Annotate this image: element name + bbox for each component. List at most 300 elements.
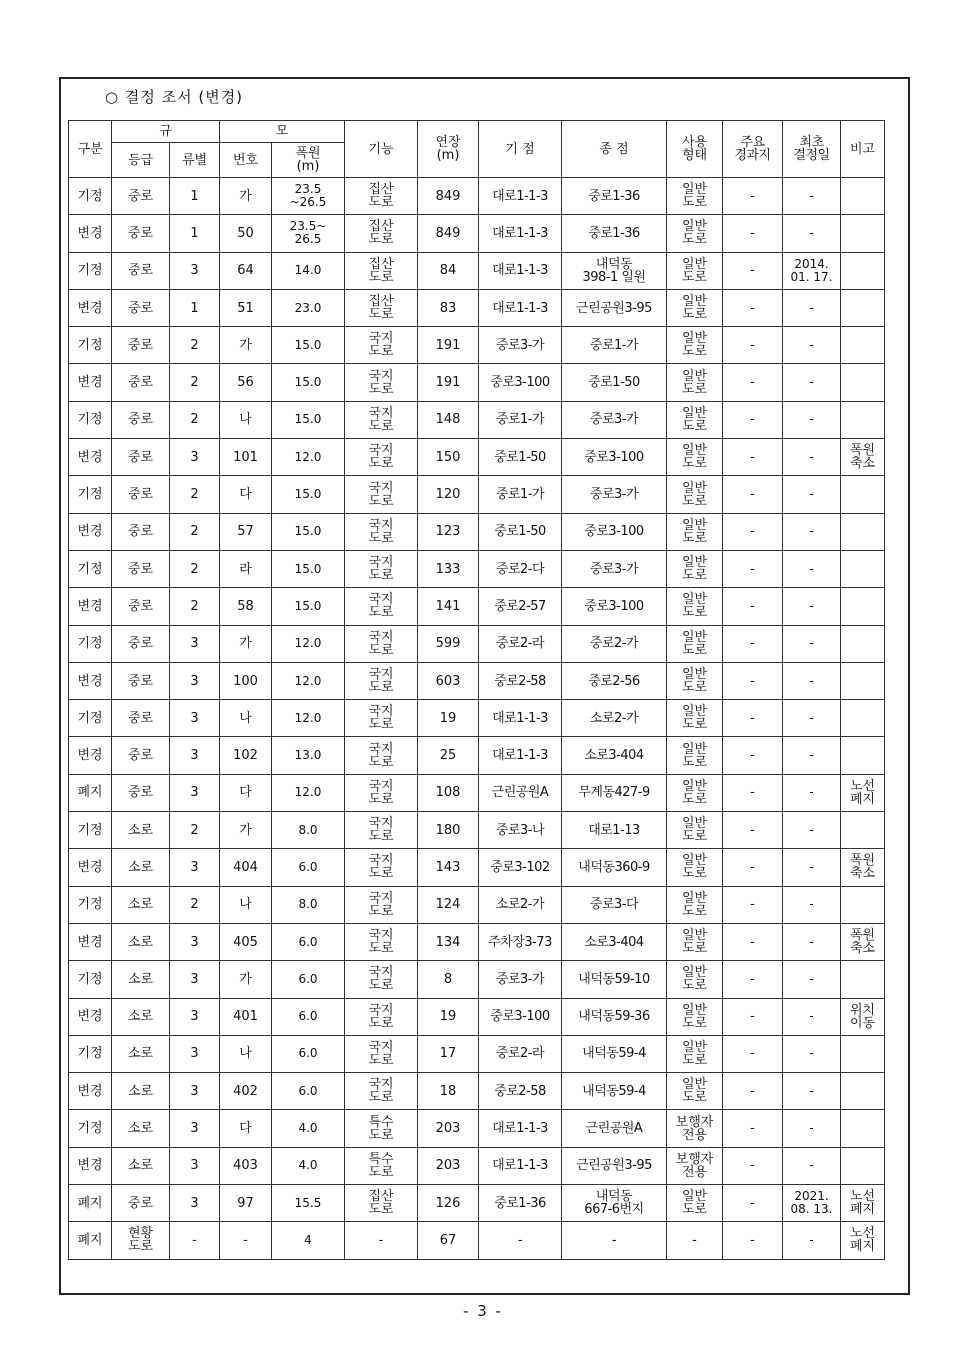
header-start: 기 점 (479, 121, 562, 178)
cell-first-decision: - (783, 812, 841, 849)
table-row (69, 849, 885, 886)
cell-type: 3 (170, 1110, 220, 1147)
cell-remark (841, 289, 885, 326)
cell-end: 내덕동 398-1 일원 (562, 252, 667, 289)
cell-width: 4 (272, 1222, 345, 1259)
cell-function: 국지 도로 (345, 998, 418, 1035)
cell-start: 중로1-50 (479, 439, 562, 476)
cell-gubun: 기정 (69, 625, 112, 662)
cell-number: 50 (220, 215, 272, 252)
cell-grade: 소로 (112, 812, 170, 849)
cell-type: 2 (170, 588, 220, 625)
cell-type: 2 (170, 476, 220, 513)
cell-width: 12.0 (272, 439, 345, 476)
cell-length: 19 (418, 700, 479, 737)
cell-type: 3 (170, 737, 220, 774)
cell-via: - (723, 625, 783, 662)
table-row (69, 1222, 885, 1259)
cell-first-decision: - (783, 439, 841, 476)
cell-function: 국지 도로 (345, 513, 418, 550)
cell-end: 내덕동59-10 (562, 961, 667, 998)
cell-length: 191 (418, 364, 479, 401)
cell-function: 국지 도로 (345, 364, 418, 401)
cell-number: 가 (220, 327, 272, 364)
cell-remark (841, 401, 885, 438)
cell-length: 203 (418, 1110, 479, 1147)
cell-usage: 일반 도로 (667, 289, 723, 326)
cell-length: 83 (418, 289, 479, 326)
cell-remark: 위치 이동 (841, 998, 885, 1035)
cell-length: 120 (418, 476, 479, 513)
cell-length: 126 (418, 1185, 479, 1222)
cell-grade: 소로 (112, 1073, 170, 1110)
table-row (69, 662, 885, 699)
cell-first-decision: - (783, 774, 841, 811)
cell-number: 다 (220, 774, 272, 811)
cell-via: - (723, 364, 783, 401)
cell-length: 599 (418, 625, 479, 662)
cell-end: 소로3-404 (562, 737, 667, 774)
cell-number: 나 (220, 886, 272, 923)
cell-usage: 일반 도로 (667, 998, 723, 1035)
table-row (69, 327, 885, 364)
table-row (69, 700, 885, 737)
cell-gubun: 변경 (69, 364, 112, 401)
cell-number: 라 (220, 550, 272, 587)
cell-type: 3 (170, 998, 220, 1035)
cell-length: 134 (418, 923, 479, 960)
cell-via: - (723, 550, 783, 587)
header-via: 주요 경과지 (723, 121, 783, 178)
cell-start: 대로1-1-3 (479, 1147, 562, 1184)
cell-number: 404 (220, 849, 272, 886)
cell-width: 14.0 (272, 252, 345, 289)
cell-end: 중로3-가 (562, 550, 667, 587)
cell-end: 중로3-100 (562, 588, 667, 625)
cell-number: 56 (220, 364, 272, 401)
header-type: 류별 (170, 143, 220, 178)
cell-start: 중로3-나 (479, 812, 562, 849)
cell-remark (841, 1035, 885, 1072)
cell-type: 2 (170, 364, 220, 401)
cell-first-decision: 2014. 01. 17. (783, 252, 841, 289)
cell-usage: 일반 도로 (667, 1035, 723, 1072)
cell-function: - (345, 1222, 418, 1259)
cell-gubun: 기정 (69, 700, 112, 737)
cell-usage: 일반 도로 (667, 215, 723, 252)
cell-end: 중로3-100 (562, 439, 667, 476)
cell-type: 3 (170, 439, 220, 476)
cell-remark: 노선 폐지 (841, 1185, 885, 1222)
cell-start: 중로2-다 (479, 550, 562, 587)
cell-grade: 중로 (112, 588, 170, 625)
cell-first-decision: - (783, 401, 841, 438)
cell-length: 67 (418, 1222, 479, 1259)
cell-gubun: 기정 (69, 327, 112, 364)
header-gubun: 구분 (69, 121, 112, 178)
cell-length: 143 (418, 849, 479, 886)
cell-first-decision: - (783, 513, 841, 550)
page-number: - 3 - (463, 1302, 503, 1320)
cell-via: - (723, 476, 783, 513)
cell-number: 405 (220, 923, 272, 960)
cell-width: 6.0 (272, 961, 345, 998)
cell-usage: 일반 도로 (667, 886, 723, 923)
cell-start: 대로1-1-3 (479, 1110, 562, 1147)
cell-first-decision: - (783, 327, 841, 364)
cell-remark (841, 1073, 885, 1110)
table-row (69, 550, 885, 587)
cell-function: 국지 도로 (345, 700, 418, 737)
cell-function: 국지 도로 (345, 662, 418, 699)
cell-function: 집산 도로 (345, 1185, 418, 1222)
cell-function: 국지 도로 (345, 401, 418, 438)
cell-grade: 중로 (112, 439, 170, 476)
cell-length: 18 (418, 1073, 479, 1110)
cell-length: 19 (418, 998, 479, 1035)
cell-number: 58 (220, 588, 272, 625)
cell-width: 15.0 (272, 513, 345, 550)
cell-first-decision: - (783, 886, 841, 923)
cell-via: - (723, 289, 783, 326)
cell-usage: 일반 도로 (667, 178, 723, 215)
cell-usage: 일반 도로 (667, 737, 723, 774)
cell-number: 403 (220, 1147, 272, 1184)
cell-via: - (723, 923, 783, 960)
cell-first-decision: - (783, 737, 841, 774)
cell-width: 8.0 (272, 886, 345, 923)
cell-start: 중로1-가 (479, 476, 562, 513)
table-row (69, 961, 885, 998)
cell-length: 150 (418, 439, 479, 476)
cell-end: 중로1-36 (562, 178, 667, 215)
cell-width: 6.0 (272, 1035, 345, 1072)
cell-end: 중로1-가 (562, 327, 667, 364)
cell-usage: 보행자 전용 (667, 1110, 723, 1147)
cell-end: 내덕동59-4 (562, 1035, 667, 1072)
cell-via: - (723, 1185, 783, 1222)
cell-end: 근린공원3-95 (562, 289, 667, 326)
cell-usage: 일반 도로 (667, 961, 723, 998)
cell-type: 3 (170, 961, 220, 998)
cell-length: 180 (418, 812, 479, 849)
cell-width: 15.0 (272, 550, 345, 587)
cell-remark (841, 364, 885, 401)
cell-function: 집산 도로 (345, 289, 418, 326)
cell-function: 국지 도로 (345, 737, 418, 774)
cell-number: 401 (220, 998, 272, 1035)
cell-first-decision: - (783, 550, 841, 587)
header-scale-1: 규 (112, 121, 220, 143)
cell-length: 603 (418, 662, 479, 699)
cell-function: 특수 도로 (345, 1110, 418, 1147)
cell-start: 대로1-1-3 (479, 178, 562, 215)
cell-gubun: 기정 (69, 252, 112, 289)
cell-via: - (723, 327, 783, 364)
cell-width: 23.5~ 26.5 (272, 215, 345, 252)
cell-length: 148 (418, 401, 479, 438)
table-row (69, 364, 885, 401)
cell-number: 다 (220, 476, 272, 513)
cell-first-decision: - (783, 588, 841, 625)
cell-via: - (723, 774, 783, 811)
cell-start: 중로1-36 (479, 1185, 562, 1222)
cell-start: 중로3-100 (479, 998, 562, 1035)
cell-grade: 중로 (112, 513, 170, 550)
cell-number: 64 (220, 252, 272, 289)
cell-usage: 일반 도로 (667, 1073, 723, 1110)
cell-gubun: 변경 (69, 737, 112, 774)
cell-type: 2 (170, 513, 220, 550)
cell-remark (841, 1147, 885, 1184)
cell-number: 51 (220, 289, 272, 326)
cell-type: 3 (170, 662, 220, 699)
cell-length: 124 (418, 886, 479, 923)
cell-via: - (723, 178, 783, 215)
cell-grade: 중로 (112, 774, 170, 811)
cell-type: 3 (170, 774, 220, 811)
cell-grade: 중로 (112, 476, 170, 513)
cell-function: 집산 도로 (345, 215, 418, 252)
cell-length: 108 (418, 774, 479, 811)
cell-type: 3 (170, 923, 220, 960)
cell-start: 대로1-1-3 (479, 737, 562, 774)
cell-first-decision: - (783, 1222, 841, 1259)
cell-gubun: 변경 (69, 289, 112, 326)
cell-via: - (723, 998, 783, 1035)
cell-via: - (723, 513, 783, 550)
cell-gubun: 기정 (69, 812, 112, 849)
cell-first-decision: - (783, 923, 841, 960)
section-title: ○ 결정 조서 (변경) (105, 88, 244, 106)
cell-remark (841, 625, 885, 662)
cell-type: 2 (170, 327, 220, 364)
cell-first-decision: - (783, 1073, 841, 1110)
cell-end: 내덕동360-9 (562, 849, 667, 886)
cell-end: 근린공원A (562, 1110, 667, 1147)
cell-length: 141 (418, 588, 479, 625)
cell-via: - (723, 588, 783, 625)
cell-via: - (723, 737, 783, 774)
cell-function: 국지 도로 (345, 923, 418, 960)
cell-length: 123 (418, 513, 479, 550)
cell-gubun: 기정 (69, 1110, 112, 1147)
cell-start: 대로1-1-3 (479, 215, 562, 252)
header-end: 종 점 (562, 121, 667, 178)
cell-width: 15.0 (272, 327, 345, 364)
cell-usage: 일반 도로 (667, 812, 723, 849)
cell-length: 25 (418, 737, 479, 774)
table-row (69, 215, 885, 252)
cell-width: 12.0 (272, 625, 345, 662)
cell-function: 국지 도로 (345, 886, 418, 923)
cell-remark (841, 662, 885, 699)
cell-length: 849 (418, 178, 479, 215)
cell-length: 17 (418, 1035, 479, 1072)
cell-first-decision: - (783, 961, 841, 998)
cell-type: 3 (170, 625, 220, 662)
cell-type: 1 (170, 215, 220, 252)
cell-number: 가 (220, 178, 272, 215)
cell-remark (841, 812, 885, 849)
cell-type: 3 (170, 1073, 220, 1110)
cell-start: 중로2-58 (479, 1073, 562, 1110)
cell-first-decision: - (783, 700, 841, 737)
cell-remark (841, 252, 885, 289)
table-row (69, 476, 885, 513)
cell-number: 가 (220, 961, 272, 998)
table-row (69, 401, 885, 438)
cell-number: 나 (220, 401, 272, 438)
cell-number: 402 (220, 1073, 272, 1110)
cell-gubun: 변경 (69, 439, 112, 476)
cell-function: 특수 도로 (345, 1147, 418, 1184)
cell-usage: 일반 도로 (667, 774, 723, 811)
cell-function: 국지 도로 (345, 439, 418, 476)
cell-end: 대로1-13 (562, 812, 667, 849)
cell-grade: 소로 (112, 886, 170, 923)
cell-type: 2 (170, 401, 220, 438)
cell-type: 2 (170, 812, 220, 849)
cell-usage: 일반 도로 (667, 252, 723, 289)
cell-length: 191 (418, 327, 479, 364)
cell-via: - (723, 812, 783, 849)
cell-grade: 중로 (112, 550, 170, 587)
cell-grade: 현황 도로 (112, 1222, 170, 1259)
cell-length: 133 (418, 550, 479, 587)
cell-grade: 소로 (112, 1110, 170, 1147)
cell-width: 15.0 (272, 476, 345, 513)
cell-width: 8.0 (272, 812, 345, 849)
table-row (69, 1073, 885, 1110)
cell-function: 국지 도로 (345, 327, 418, 364)
cell-via: - (723, 439, 783, 476)
cell-start: 중로2-58 (479, 662, 562, 699)
cell-via: - (723, 849, 783, 886)
cell-start: 근린공원A (479, 774, 562, 811)
cell-end: 무계동427-9 (562, 774, 667, 811)
cell-first-decision: - (783, 215, 841, 252)
cell-remark (841, 886, 885, 923)
cell-start: 중로3-100 (479, 364, 562, 401)
cell-width: 15.5 (272, 1185, 345, 1222)
cell-end: 중로2-56 (562, 662, 667, 699)
table-row (69, 439, 885, 476)
cell-first-decision: - (783, 1147, 841, 1184)
cell-end: 내덕동 667-6번지 (562, 1185, 667, 1222)
cell-remark (841, 178, 885, 215)
cell-usage: 일반 도로 (667, 1185, 723, 1222)
cell-gubun: 변경 (69, 849, 112, 886)
cell-width: 15.0 (272, 588, 345, 625)
cell-gubun: 기정 (69, 1035, 112, 1072)
cell-width: 12.0 (272, 700, 345, 737)
cell-end: 소로3-404 (562, 923, 667, 960)
header-width: 폭원 (m) (272, 143, 345, 178)
cell-start: 중로2-57 (479, 588, 562, 625)
cell-function: 집산 도로 (345, 252, 418, 289)
cell-length: 203 (418, 1147, 479, 1184)
cell-number: 가 (220, 625, 272, 662)
table-row (69, 1035, 885, 1072)
header-remark: 비고 (841, 121, 885, 178)
cell-via: - (723, 1073, 783, 1110)
cell-end: 중로1-50 (562, 364, 667, 401)
cell-gubun: 폐지 (69, 1222, 112, 1259)
cell-width: 12.0 (272, 662, 345, 699)
cell-remark (841, 327, 885, 364)
cell-via: - (723, 1035, 783, 1072)
cell-width: 23.0 (272, 289, 345, 326)
cell-number: 102 (220, 737, 272, 774)
cell-grade: 소로 (112, 923, 170, 960)
cell-grade: 소로 (112, 849, 170, 886)
cell-gubun: 변경 (69, 923, 112, 960)
cell-number: 100 (220, 662, 272, 699)
cell-type: 1 (170, 178, 220, 215)
cell-remark (841, 1110, 885, 1147)
cell-usage: 일반 도로 (667, 625, 723, 662)
header-usage: 사용 형태 (667, 121, 723, 178)
cell-via: - (723, 215, 783, 252)
cell-end: 중로3-가 (562, 476, 667, 513)
cell-end: - (562, 1222, 667, 1259)
cell-gubun: 기정 (69, 550, 112, 587)
cell-usage: - (667, 1222, 723, 1259)
cell-remark: 노선 폐지 (841, 774, 885, 811)
cell-grade: 소로 (112, 998, 170, 1035)
cell-start: 대로1-1-3 (479, 700, 562, 737)
cell-type: - (170, 1222, 220, 1259)
cell-number: - (220, 1222, 272, 1259)
cell-width: 15.0 (272, 401, 345, 438)
cell-start: 대로1-1-3 (479, 289, 562, 326)
cell-type: 3 (170, 700, 220, 737)
cell-start: 중로2-라 (479, 625, 562, 662)
table-row (69, 886, 885, 923)
cell-gubun: 변경 (69, 215, 112, 252)
cell-type: 2 (170, 550, 220, 587)
cell-usage: 일반 도로 (667, 923, 723, 960)
header-function: 기능 (345, 121, 418, 178)
cell-via: - (723, 961, 783, 998)
cell-grade: 소로 (112, 1035, 170, 1072)
cell-width: 6.0 (272, 923, 345, 960)
table-row (69, 289, 885, 326)
cell-remark: 폭원 축소 (841, 439, 885, 476)
cell-grade: 중로 (112, 327, 170, 364)
cell-gubun: 기정 (69, 886, 112, 923)
cell-start: 중로1-50 (479, 513, 562, 550)
cell-width: 23.5 ~26.5 (272, 178, 345, 215)
cell-end: 중로3-가 (562, 401, 667, 438)
cell-usage: 일반 도로 (667, 401, 723, 438)
cell-type: 1 (170, 289, 220, 326)
cell-width: 6.0 (272, 849, 345, 886)
cell-function: 국지 도로 (345, 1073, 418, 1110)
cell-usage: 일반 도로 (667, 588, 723, 625)
cell-number: 57 (220, 513, 272, 550)
cell-start: 중로3-가 (479, 327, 562, 364)
cell-grade: 중로 (112, 1185, 170, 1222)
cell-gubun: 변경 (69, 1073, 112, 1110)
cell-gubun: 기정 (69, 476, 112, 513)
cell-remark (841, 513, 885, 550)
cell-function: 국지 도로 (345, 588, 418, 625)
cell-gubun: 변경 (69, 513, 112, 550)
cell-via: - (723, 886, 783, 923)
cell-gubun: 변경 (69, 588, 112, 625)
